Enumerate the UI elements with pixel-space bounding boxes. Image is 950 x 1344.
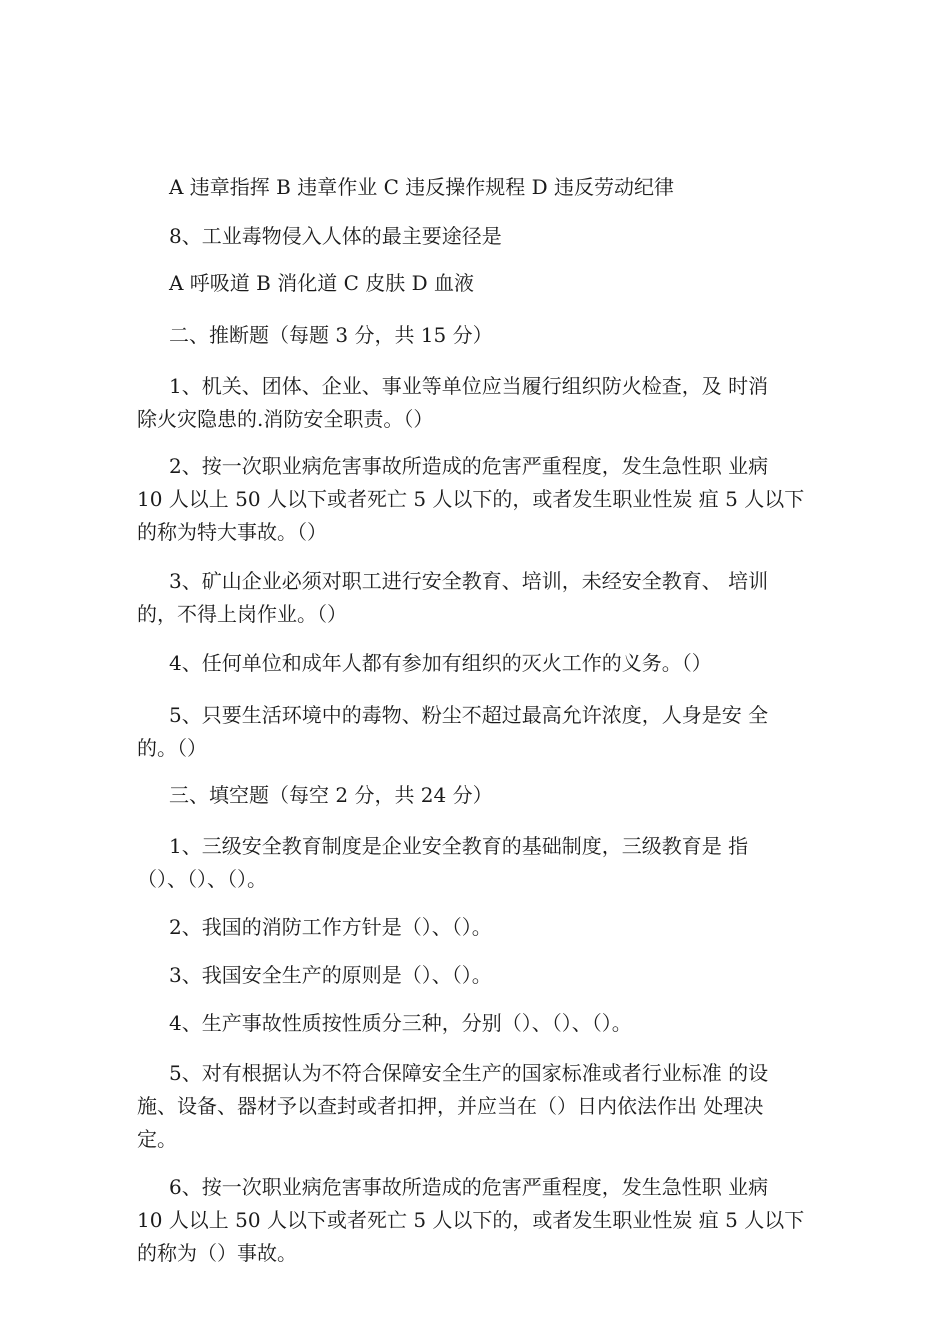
text-line: 10 人以上 50 人以下或者死亡 5 人以下的，或者发生职业性炭 疽 5 人以下 [137,1208,805,1232]
text-line: 三、填空题（每空 2 分，共 24 分） [169,783,493,807]
text-line: 3、我国安全生产的原则是（）、（）。 [169,963,492,987]
text-line: 6、按一次职业病危害事故所造成的危害严重程度，发生急性职 业病 [169,1175,769,1199]
text-line: 8、工业毒物侵入人体的最主要途径是 [169,224,502,248]
text-line: 1、三级安全教育制度是企业安全教育的基础制度，三级教育是 指 [169,834,749,858]
text-line: 1、机关、团体、企业、事业等单位应当履行组织防火检查，及 时消 [169,374,769,398]
text-line: 的称为（）事故。 [137,1241,297,1265]
text-line: 2、我国的消防工作方针是（）、（）。 [169,915,492,939]
text-line: 除火灾隐患的.消防安全职责。（） [137,407,434,431]
fill-question-6 [137,1105,827,1336]
text-line: A 违章指挥 B 违章作业 C 违反操作规程 D 违反劳动纪律 [169,175,674,199]
text-line: 5、只要生活环境中的毒物、粉尘不超过最高允许浓度，人身是安 全 [169,703,769,727]
text-line: （）、（）、（）。 [137,867,267,891]
text-line: 3、矿山企业必须对职工进行安全教育、培训，未经安全教育、 培训 [169,569,769,593]
text-line: 二、推断题（每题 3 分，共 15 分） [169,323,493,347]
text-line: 2、按一次职业病危害事故所造成的危害严重程度，发生急性职 业病 [169,454,769,478]
text-line: 5、对有根据认为不符合保障安全生产的国家标准或者行业标准 的设 [169,1061,769,1085]
text-line: A 呼吸道 B 消化道 C 皮肤 D 血液 [169,271,474,295]
text-line: 的。（） [137,736,207,760]
text-line: 的，不得上岗作业。（） [137,602,347,626]
text-line: 施、设备、器材予以查封或者扣押，并应当在（）日内依法作出 处理决 [137,1094,764,1118]
text-line: 10 人以上 50 人以下或者死亡 5 人以下的，或者发生职业性炭 疽 5 人以下 [137,487,805,511]
text-line: 定。 [137,1127,177,1151]
text-line: 的称为特大事故。（） [137,520,327,544]
text-line: 4、生产事故性质按性质分三种，分别（）、（）、（）。 [169,1011,632,1035]
text-line: 4、任何单位和成年人都有参加有组织的灭火工作的义务。（） [169,651,712,675]
